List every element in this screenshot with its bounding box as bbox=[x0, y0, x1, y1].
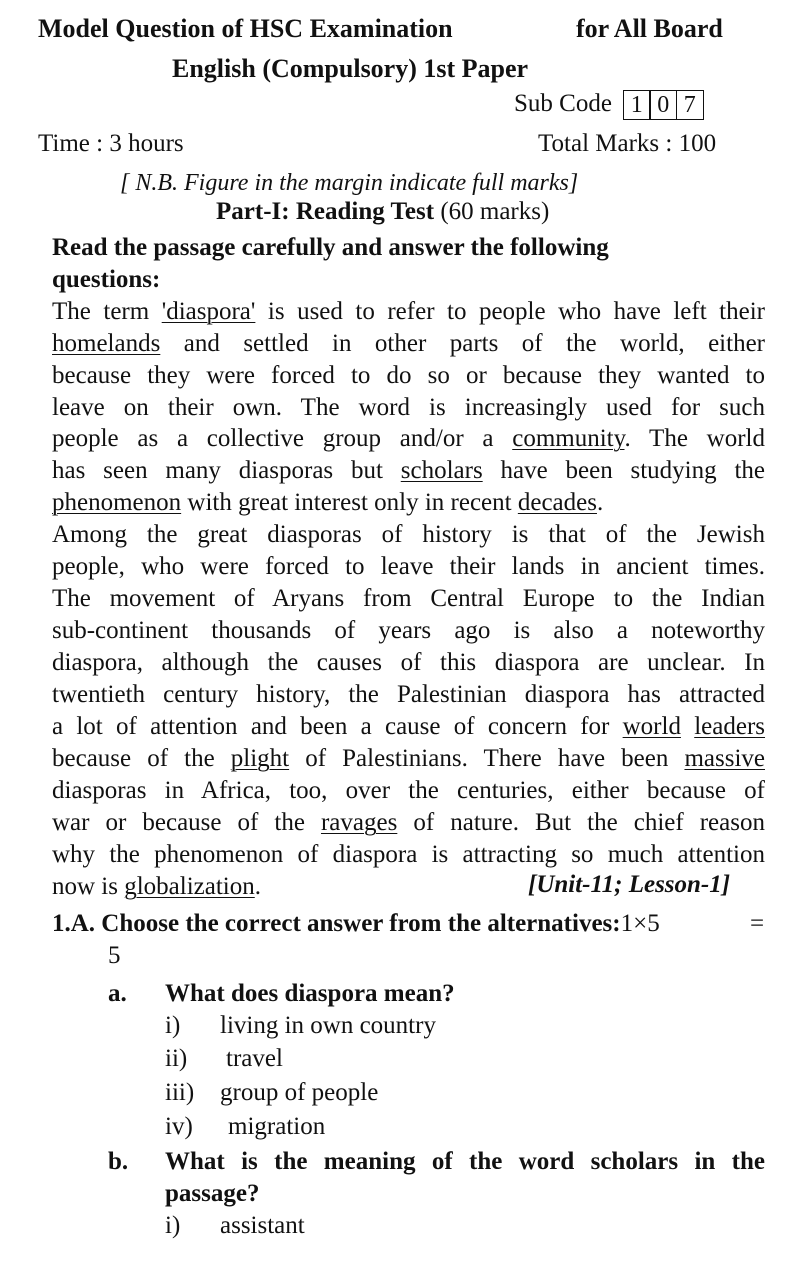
question-text: What does diaspora mean? bbox=[165, 980, 455, 1007]
section-instruction: 1.A. Choose the correct answer from the alternatives: bbox=[52, 910, 621, 937]
underlined-word: 'diaspora' bbox=[161, 298, 256, 325]
question-label: a. bbox=[108, 980, 127, 1007]
passage-line: twentieth century history, the Palestinian diaspora has attracted bbox=[52, 681, 765, 708]
sub-code bbox=[514, 90, 704, 120]
equals-sign: = bbox=[750, 910, 765, 937]
question-text: What is the meaning of the word scholars in the bbox=[165, 1148, 765, 1175]
underlined-word: world bbox=[622, 713, 681, 740]
sub-code-digit: 0 bbox=[649, 90, 677, 120]
option-text: travel bbox=[226, 1045, 283, 1072]
passage-line: a lot of attention and been a cause of concern for world leaders bbox=[52, 713, 766, 740]
passage-reference: [Unit-11; Lesson-1] bbox=[528, 871, 731, 898]
part-heading bbox=[216, 198, 549, 226]
option-number: i) bbox=[165, 1012, 181, 1039]
underlined-word: plight bbox=[230, 745, 290, 772]
underlined-word: decades bbox=[517, 489, 597, 516]
total-marks: Total Marks : 100 bbox=[538, 130, 717, 157]
passage-line: has seen many diasporas but scholars have been studying the bbox=[52, 457, 765, 484]
passage-line: homelands and settled in other parts of the world, either bbox=[52, 330, 765, 357]
underlined-word: leaders bbox=[694, 713, 766, 740]
part-marks: (60 marks) bbox=[440, 198, 550, 225]
underlined-word: globalization bbox=[124, 873, 255, 900]
passage-line: sub-continent thousands of years ago is also a noteworthy bbox=[52, 617, 765, 644]
passage-line: why the phenomenon of diaspora is attracting so much attention bbox=[52, 841, 765, 868]
passage-line: people as a collective group and/or a community. The world bbox=[52, 425, 765, 452]
passage-line: Among the great diasporas of history is that of the Jewish bbox=[52, 521, 765, 548]
passage-line: leave on their own. The word is increasingly used for such bbox=[52, 394, 765, 421]
subject-name: English (Compulsory) bbox=[172, 54, 417, 83]
passage-line: diaspora, although the causes of this diaspora are unclear. In bbox=[52, 649, 765, 676]
marks-note: [ N.B. Figure in the margin indicate full marks] bbox=[120, 170, 579, 196]
option-text: assistant bbox=[220, 1212, 305, 1239]
option-number: iv) bbox=[165, 1113, 193, 1140]
option-number: ii) bbox=[165, 1045, 188, 1072]
instruction-line: Read the passage carefully and answer the following bbox=[52, 234, 609, 261]
passage-line: The term 'diaspora' is used to refer to people who have left their bbox=[52, 298, 765, 325]
section-heading bbox=[52, 910, 660, 938]
underlined-word: ravages bbox=[320, 809, 398, 836]
paper-subtitle bbox=[172, 54, 528, 84]
passage-line: phenomenon with great interest only in recent decades. bbox=[52, 489, 604, 516]
underlined-word: community bbox=[512, 425, 625, 452]
exam-title: Model Question of HSC Examination bbox=[38, 14, 453, 43]
option-number: iii) bbox=[165, 1079, 195, 1106]
exam-time: Time : 3 hours bbox=[38, 130, 184, 157]
passage-line: because they were forced to do so or because they wanted to bbox=[52, 362, 765, 389]
passage-line: war or because of the ravages of nature. But the chief reason bbox=[52, 809, 765, 836]
sub-code-digit: 1 bbox=[623, 90, 651, 120]
passage-line: now is globalization. bbox=[52, 873, 262, 900]
paper-number: 1st Paper bbox=[423, 54, 529, 83]
underlined-word: scholars bbox=[400, 457, 483, 484]
passage-line: diasporas in Africa, too, over the centuries, either because of bbox=[52, 777, 765, 804]
marks-formula: 1×5 bbox=[620, 910, 660, 937]
question-text-continued: passage? bbox=[165, 1180, 260, 1207]
option-text: living in own country bbox=[220, 1012, 436, 1039]
passage-line: because of the plight of Palestinians. There have been massive bbox=[52, 745, 765, 772]
instruction-line: questions: bbox=[52, 266, 161, 293]
sub-code-digit: 7 bbox=[676, 90, 704, 120]
passage-line: people, who were forced to leave their lands in ancient times. bbox=[52, 553, 765, 580]
option-number: i) bbox=[165, 1212, 181, 1239]
underlined-word: phenomenon bbox=[52, 489, 182, 516]
option-text: group of people bbox=[220, 1079, 379, 1106]
underlined-word: massive bbox=[684, 745, 765, 772]
board-label: for All Board bbox=[576, 14, 723, 43]
underlined-word: homelands bbox=[52, 330, 161, 357]
section-marks: 5 bbox=[108, 942, 121, 969]
question-label: b. bbox=[108, 1148, 129, 1175]
part-title: Part-I: Reading Test bbox=[216, 198, 435, 225]
option-text: migration bbox=[228, 1113, 326, 1140]
sub-code-label: Sub Code bbox=[514, 90, 612, 117]
passage-line: The movement of Aryans from Central Europe to the Indian bbox=[52, 585, 765, 612]
